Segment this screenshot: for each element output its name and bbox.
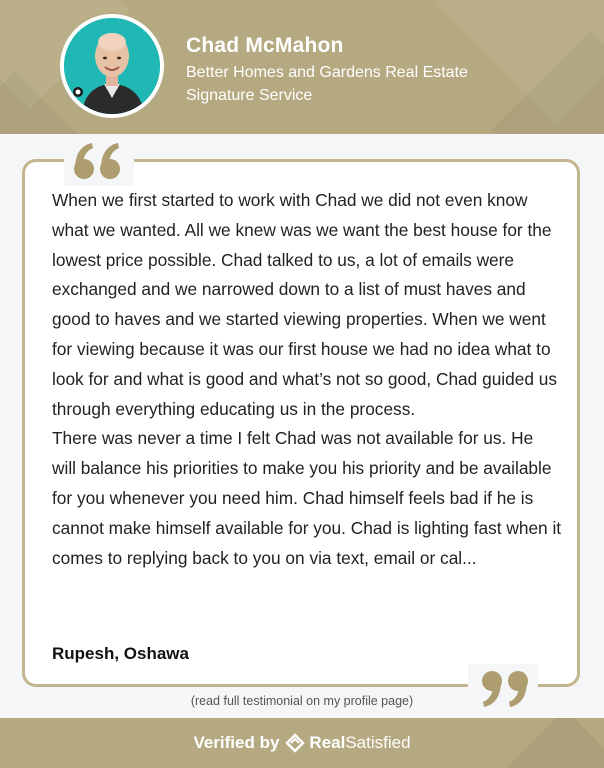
header-banner: [0, 0, 604, 134]
brand-name-satisfied: Satisfied: [345, 733, 411, 752]
footer-facet: [501, 718, 604, 768]
agent-name: Chad McMahon: [186, 34, 344, 57]
footer-banner: [0, 718, 604, 768]
verified-by-label: Verified by: [193, 733, 280, 752]
quote-open-glyph: [72, 141, 126, 181]
testimonial-paragraph: When we first started to work with Chad we did not even know what we wanted. All we knew was we want the best house for the lowest price possible. Chad talked to us, a lot of emails were exchanged and we narrowed down to a list of must haves and good to haves and we started viewing properties. When we went for viewing because it was our first house we had no idea what to look for and what is good and what’s not so good, Chad guided us through everything educating us in the process.: [52, 190, 558, 419]
brand-name-real: Real: [309, 733, 346, 752]
testimonial-body: [52, 186, 562, 573]
agent-avatar: [60, 14, 164, 118]
agent-tagline: Signature Service: [186, 87, 313, 104]
reviewer-name: Rupesh, Oshawa: [52, 644, 189, 663]
agent-photo: [64, 18, 160, 114]
agent-photo-illustration: [64, 18, 160, 114]
agent-company: Better Homes and Gardens Real Estate: [186, 64, 468, 81]
verified-by-badge[interactable]: [193, 733, 410, 753]
testimonial-paragraph: There was never a time I felt Chad was not available for us. He will balance his priorities to make you his priority and be available for you whenever you need him. Chad himself feels bad if he is cannot make himself available for you. Chad is lighting fast when it comes to replying back to you on via text, email or cal...: [52, 428, 562, 568]
quote-open-icon: [64, 136, 134, 186]
realsatisfied-logo-icon: [285, 733, 305, 753]
read-full-testimonial-note[interactable]: (read full testimonial on my profile page): [190, 694, 414, 708]
